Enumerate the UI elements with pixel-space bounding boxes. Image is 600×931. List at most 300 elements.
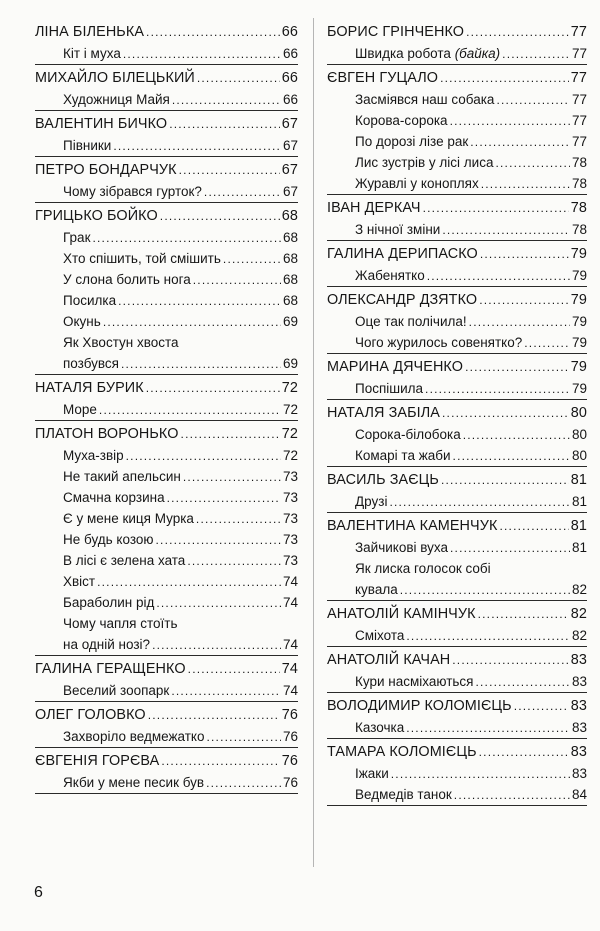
work-title: Швидка робота (байка) — [355, 46, 501, 61]
work-entry[interactable] — [35, 89, 298, 110]
work-title: Жабенятко — [355, 268, 425, 283]
toc-author-entry — [35, 68, 298, 111]
dot-leader — [453, 446, 570, 467]
work-entry[interactable] — [327, 671, 587, 692]
dot-leader — [156, 593, 281, 614]
work-entry[interactable] — [327, 717, 587, 738]
author-heading — [327, 604, 587, 625]
author-page-number: 72 — [281, 426, 298, 442]
work-title: Смачна корзина — [63, 490, 165, 505]
toc-author-entry — [35, 424, 298, 656]
author-page-number: 79 — [570, 292, 587, 308]
dot-leader — [406, 626, 570, 647]
work-page-number: 73 — [282, 469, 298, 484]
toc-author-entry — [327, 198, 587, 241]
work-page-number: 77 — [571, 46, 587, 61]
work-entry[interactable] — [327, 424, 587, 445]
dot-leader — [223, 249, 281, 270]
author-heading — [327, 357, 587, 378]
work-title: Сорока-білобока — [355, 427, 461, 442]
dot-leader — [478, 604, 569, 625]
work-title: Веселий зоопарк — [63, 683, 170, 698]
work-entry[interactable] — [327, 89, 587, 110]
work-page-number: 76 — [282, 729, 298, 744]
author-name: ПЕТРО БОНДАРЧУК — [35, 162, 177, 178]
work-title: Ведмедів танок — [355, 787, 452, 802]
work-entry[interactable] — [327, 152, 587, 173]
page-number: 6 — [34, 884, 43, 901]
dot-leader — [440, 68, 569, 89]
work-entry[interactable] — [35, 772, 298, 793]
dot-leader — [97, 572, 281, 593]
work-entry[interactable] — [35, 269, 298, 290]
dot-leader — [454, 785, 570, 806]
author-page-number: 68 — [281, 208, 298, 224]
dot-leader — [148, 705, 280, 726]
toc-author-entry — [35, 22, 298, 65]
author-name: ЛІНА БІЛЕНЬКА — [35, 24, 145, 40]
dot-leader — [514, 696, 569, 717]
dot-leader — [197, 68, 280, 89]
dot-leader — [156, 530, 281, 551]
author-page-number: 78 — [570, 200, 587, 216]
work-title: Не такий апельсин — [63, 469, 181, 484]
author-page-number: 76 — [281, 753, 298, 769]
work-entry[interactable] — [327, 110, 587, 131]
work-page-number: 73 — [282, 490, 298, 505]
author-page-number: 77 — [570, 24, 587, 40]
author-name: ВАЛЕНТИН БИЧКО — [35, 116, 168, 132]
work-entry[interactable] — [327, 131, 587, 152]
dot-leader — [146, 22, 280, 43]
work-entry[interactable] — [35, 311, 298, 332]
work-entry[interactable] — [327, 491, 587, 512]
work-entry[interactable] — [327, 625, 587, 646]
work-title: Як лиска голосок собі — [355, 561, 491, 576]
work-entry[interactable] — [327, 332, 587, 353]
author-page-number: 82 — [570, 606, 587, 622]
toc-author-entry — [327, 357, 587, 400]
dot-leader — [524, 333, 570, 354]
author-name: ПЛАТОН ВОРОНЬКО — [35, 426, 179, 442]
work-entry[interactable] — [35, 592, 298, 613]
dot-leader — [179, 160, 280, 181]
author-heading — [35, 659, 298, 680]
author-page-number: 67 — [281, 116, 298, 132]
author-heading — [35, 160, 298, 181]
work-title: Корова-сорока — [355, 113, 448, 128]
author-page-number: 72 — [281, 380, 298, 396]
dot-leader — [172, 90, 281, 111]
work-entry[interactable] — [327, 219, 587, 240]
work-title: По дорозі лізе рак — [355, 134, 469, 149]
author-name: ТАМАРА КОЛОМІЄЦЬ — [327, 744, 477, 760]
author-heading — [35, 22, 298, 43]
author-page-number: 81 — [570, 518, 587, 534]
author-heading — [327, 68, 587, 89]
work-entry[interactable] — [35, 487, 298, 508]
dot-leader — [495, 153, 570, 174]
dot-leader — [425, 379, 570, 400]
work-page-number: 73 — [282, 532, 298, 547]
dot-leader — [423, 198, 569, 219]
work-page-number: 83 — [571, 674, 587, 689]
dot-leader — [188, 659, 280, 680]
author-name: ВОЛОДИМИР КОЛОМІЄЦЬ — [327, 698, 512, 714]
dot-leader — [389, 492, 570, 513]
work-page-number: 78 — [571, 222, 587, 237]
work-page-number: 66 — [282, 92, 298, 107]
author-page-number: 83 — [570, 744, 587, 760]
author-heading — [327, 290, 587, 311]
author-name: ЄВГЕНІЯ ГОРЄВА — [35, 753, 160, 769]
work-entry[interactable] — [35, 529, 298, 550]
toc-author-entry — [327, 742, 587, 806]
dot-leader — [181, 424, 280, 445]
author-page-number: 79 — [570, 246, 587, 262]
work-page-number: 82 — [571, 582, 587, 597]
work-entry[interactable] — [327, 784, 587, 805]
dot-leader — [450, 538, 570, 559]
author-name: ГАЛИНА ДЕРИПАСКО — [327, 246, 478, 262]
work-title: Бараболин рід — [63, 595, 155, 610]
work-entry[interactable] — [35, 508, 298, 529]
author-page-number: 79 — [570, 359, 587, 375]
dot-leader — [204, 182, 281, 203]
dot-leader — [480, 244, 569, 265]
work-title-continued-line — [63, 353, 298, 374]
work-page-number: 80 — [571, 427, 587, 442]
dot-leader — [167, 488, 281, 509]
dot-leader — [502, 44, 570, 65]
work-page-number: 79 — [571, 268, 587, 283]
work-page-number: 74 — [282, 637, 298, 652]
toc-author-entry — [327, 650, 587, 693]
work-entry[interactable] — [35, 248, 298, 269]
work-entry[interactable] — [327, 537, 587, 558]
work-page-number: 74 — [282, 595, 298, 610]
toc-author-entry — [35, 751, 298, 794]
dot-leader — [479, 742, 569, 763]
toc-author-entry — [327, 22, 587, 65]
dot-leader — [121, 354, 281, 375]
author-page-number: 77 — [570, 70, 587, 86]
toc-author-entry — [327, 244, 587, 287]
work-page-number: 67 — [282, 184, 298, 199]
genre-note: (байка) — [454, 46, 501, 61]
toc-author-entry — [327, 516, 587, 601]
author-name: НАТАЛЯ БУРИК — [35, 380, 144, 396]
author-name: ЄВГЕН ГУЦАЛО — [327, 70, 439, 86]
toc-author-entry — [327, 604, 587, 647]
author-name: НАТАЛЯ ЗАБІЛА — [327, 405, 441, 421]
dot-leader — [479, 290, 569, 311]
work-page-number: 66 — [282, 46, 298, 61]
toc-author-entry — [327, 403, 587, 467]
work-page-number: 74 — [282, 683, 298, 698]
work-title: Муха-звір — [63, 448, 124, 463]
dot-leader — [161, 751, 279, 772]
work-title-continued-line — [355, 579, 587, 600]
dot-leader — [465, 357, 569, 378]
work-title: Сміхота — [355, 628, 405, 643]
dot-leader — [400, 580, 570, 601]
work-title: Чого журилось совенятко? — [355, 335, 523, 350]
work-title: Грак — [63, 230, 91, 245]
author-page-number: 66 — [281, 70, 298, 86]
dot-leader — [475, 672, 570, 693]
work-title: Оце так полічила! — [355, 314, 467, 329]
author-name: ОЛЕГ ГОЛОВКО — [35, 707, 146, 723]
dot-leader — [113, 136, 281, 157]
dot-leader — [481, 174, 570, 195]
work-page-number: 68 — [282, 230, 298, 245]
dot-leader — [427, 266, 570, 287]
author-heading — [327, 244, 587, 265]
author-heading — [327, 470, 587, 491]
author-heading — [327, 696, 587, 717]
author-name: ВАСИЛЬ ЗАЄЦЬ — [327, 472, 439, 488]
work-entry[interactable] — [35, 135, 298, 156]
work-title: Журавлі у коноплях — [355, 176, 479, 191]
author-heading — [35, 378, 298, 399]
work-page-number: 77 — [571, 113, 587, 128]
work-title: Чому зібрався гурток? — [63, 184, 202, 199]
work-entry[interactable] — [327, 763, 587, 784]
work-entry[interactable] — [327, 558, 587, 600]
dot-leader — [169, 114, 280, 135]
work-title: Кури насміхаються — [355, 674, 474, 689]
work-title-continued-line — [63, 634, 298, 655]
work-title: Море — [63, 402, 97, 417]
dot-leader — [463, 425, 570, 446]
toc-author-entry — [327, 68, 587, 195]
work-title: Комарі та жаби — [355, 448, 451, 463]
work-title: Лис зустрів у лісі лиса — [355, 155, 494, 170]
toc-left-column — [35, 22, 298, 797]
dot-leader — [152, 635, 281, 656]
dot-leader — [496, 90, 570, 111]
work-title-continued: на одній нозі? — [63, 637, 151, 652]
author-name: ВАЛЕНТИНА КАМЕНЧУК — [327, 518, 498, 534]
author-name: ГАЛИНА ГЕРАЩЕНКО — [35, 661, 186, 677]
work-entry[interactable] — [35, 550, 298, 571]
dot-leader — [187, 551, 281, 572]
dot-leader — [171, 681, 281, 702]
work-title: Кіт і муха — [63, 46, 121, 61]
work-page-number: 82 — [571, 628, 587, 643]
work-title: В лісі є зелена хата — [63, 553, 186, 568]
work-page-number: 74 — [282, 574, 298, 589]
work-page-number: 68 — [282, 251, 298, 266]
author-name: ІВАН ДЕРКАЧ — [327, 200, 421, 216]
author-page-number: 81 — [570, 472, 587, 488]
author-heading — [35, 751, 298, 772]
work-page-number: 69 — [282, 356, 298, 371]
work-title-continued: позбувся — [63, 356, 119, 371]
author-name: БОРИС ГРІНЧЕНКО — [327, 24, 465, 40]
work-page-number: 77 — [571, 92, 587, 107]
dot-leader — [99, 400, 281, 421]
dot-leader — [442, 403, 569, 424]
work-page-number: 79 — [571, 335, 587, 350]
work-title: Чому чапля стоїть — [63, 616, 178, 631]
work-entry[interactable] — [35, 399, 298, 420]
dot-leader — [206, 773, 281, 794]
author-heading — [327, 22, 587, 43]
work-entry[interactable] — [35, 445, 298, 466]
author-name: ОЛЕКСАНДР ДЗЯТКО — [327, 292, 478, 308]
work-entry[interactable] — [35, 680, 298, 701]
work-title: Не будь козою — [63, 532, 154, 547]
toc-author-entry — [327, 290, 587, 354]
work-page-number: 80 — [571, 448, 587, 463]
work-page-number: 67 — [282, 138, 298, 153]
dot-leader — [103, 312, 281, 333]
dot-leader — [183, 467, 281, 488]
work-page-number: 81 — [571, 540, 587, 555]
work-title: Хто спішить, той смішить — [63, 251, 221, 266]
dot-leader — [452, 650, 569, 671]
work-page-number: 81 — [571, 494, 587, 509]
work-page-number: 84 — [571, 787, 587, 802]
work-entry[interactable] — [327, 265, 587, 286]
dot-leader — [470, 132, 570, 153]
author-heading — [35, 206, 298, 227]
work-page-number: 78 — [571, 176, 587, 191]
column-divider — [313, 18, 314, 867]
dot-leader — [406, 718, 570, 739]
toc-author-entry — [35, 114, 298, 157]
author-heading — [327, 742, 587, 763]
work-title: У слона болить нога — [63, 272, 191, 287]
work-title: Засміявся наш собака — [355, 92, 495, 107]
work-page-number: 68 — [282, 293, 298, 308]
author-page-number: 83 — [570, 652, 587, 668]
dot-leader — [441, 470, 569, 491]
author-heading — [35, 424, 298, 445]
author-name: АНАТОЛІЙ КАМІНЧУК — [327, 606, 476, 622]
work-entry[interactable] — [35, 181, 298, 202]
dot-leader — [196, 509, 281, 530]
dot-leader — [92, 228, 280, 249]
work-page-number: 77 — [571, 134, 587, 149]
toc-author-entry — [327, 470, 587, 513]
work-page-number: 72 — [282, 402, 298, 417]
work-title: З нічної зміни — [355, 222, 441, 237]
work-page-number: 72 — [282, 448, 298, 463]
work-entry[interactable] — [35, 466, 298, 487]
author-heading — [327, 198, 587, 219]
author-name: ГРИЦЬКО БОЙКО — [35, 208, 158, 224]
work-title: Півники — [63, 138, 112, 153]
work-entry[interactable] — [35, 613, 298, 655]
dot-leader — [450, 111, 570, 132]
author-page-number: 76 — [281, 707, 298, 723]
author-page-number: 83 — [570, 698, 587, 714]
work-page-number: 79 — [571, 314, 587, 329]
author-heading — [35, 68, 298, 89]
work-title: Окунь — [63, 314, 101, 329]
work-entry[interactable] — [327, 445, 587, 466]
work-title: Зайчикові вуха — [355, 540, 448, 555]
work-entry[interactable] — [35, 43, 298, 64]
work-page-number: 78 — [571, 155, 587, 170]
work-page-number: 73 — [282, 553, 298, 568]
work-entry[interactable] — [35, 726, 298, 747]
work-page-number: 73 — [282, 511, 298, 526]
work-title: Якби у мене песик був — [63, 775, 205, 790]
work-title: Друзі — [355, 494, 388, 509]
toc-author-entry — [35, 206, 298, 375]
author-page-number: 66 — [281, 24, 298, 40]
dot-leader — [466, 22, 569, 43]
work-entry[interactable] — [35, 571, 298, 592]
author-heading — [35, 114, 298, 135]
work-page-number: 79 — [571, 381, 587, 396]
toc-author-entry — [327, 696, 587, 739]
work-title: Хвіст — [63, 574, 96, 589]
work-title: Посилка — [63, 293, 117, 308]
toc-right-column — [327, 22, 587, 809]
dot-leader — [118, 291, 281, 312]
author-heading — [35, 705, 298, 726]
dot-leader — [391, 764, 570, 785]
toc-author-entry — [35, 659, 298, 702]
work-entry[interactable] — [327, 43, 587, 64]
work-entry[interactable] — [35, 290, 298, 311]
work-title: Іжаки — [355, 766, 389, 781]
work-page-number: 68 — [282, 272, 298, 287]
work-title-continued: кувала — [355, 582, 398, 597]
work-entry[interactable] — [327, 311, 587, 332]
toc-author-entry — [35, 378, 298, 421]
work-title: Є у мене киця Мурка — [63, 511, 194, 526]
toc-author-entry — [35, 160, 298, 203]
author-page-number: 80 — [570, 405, 587, 421]
work-page-number: 83 — [571, 720, 587, 735]
toc-author-entry — [35, 705, 298, 748]
work-page-number: 83 — [571, 766, 587, 781]
dot-leader — [442, 220, 570, 241]
work-title: Як Хвостун хвоста — [63, 335, 179, 350]
author-page-number: 67 — [281, 162, 298, 178]
author-heading — [327, 516, 587, 537]
work-entry[interactable] — [35, 227, 298, 248]
work-title: Поспішила — [355, 381, 424, 396]
author-heading — [327, 650, 587, 671]
dot-leader — [146, 378, 280, 399]
dot-leader — [499, 516, 568, 537]
dot-leader — [123, 44, 281, 65]
author-name: АНАТОЛІЙ КАЧАН — [327, 652, 451, 668]
work-entry[interactable] — [327, 173, 587, 194]
dot-leader — [126, 446, 281, 467]
work-page-number: 76 — [282, 775, 298, 790]
author-name: МИХАЙЛО БІЛЕЦЬКИЙ — [35, 70, 195, 86]
dot-leader — [160, 206, 280, 227]
work-title: Захворіло ведмежатко — [63, 729, 205, 744]
work-title: Казочка — [355, 720, 405, 735]
work-entry[interactable] — [327, 378, 587, 399]
author-name: МАРИНА ДЯЧЕНКО — [327, 359, 464, 375]
work-entry[interactable] — [35, 332, 298, 374]
dot-leader — [206, 727, 280, 748]
author-heading — [327, 403, 587, 424]
dot-leader — [193, 270, 281, 291]
work-title: Художниця Майя — [63, 92, 170, 107]
dot-leader — [469, 312, 570, 333]
